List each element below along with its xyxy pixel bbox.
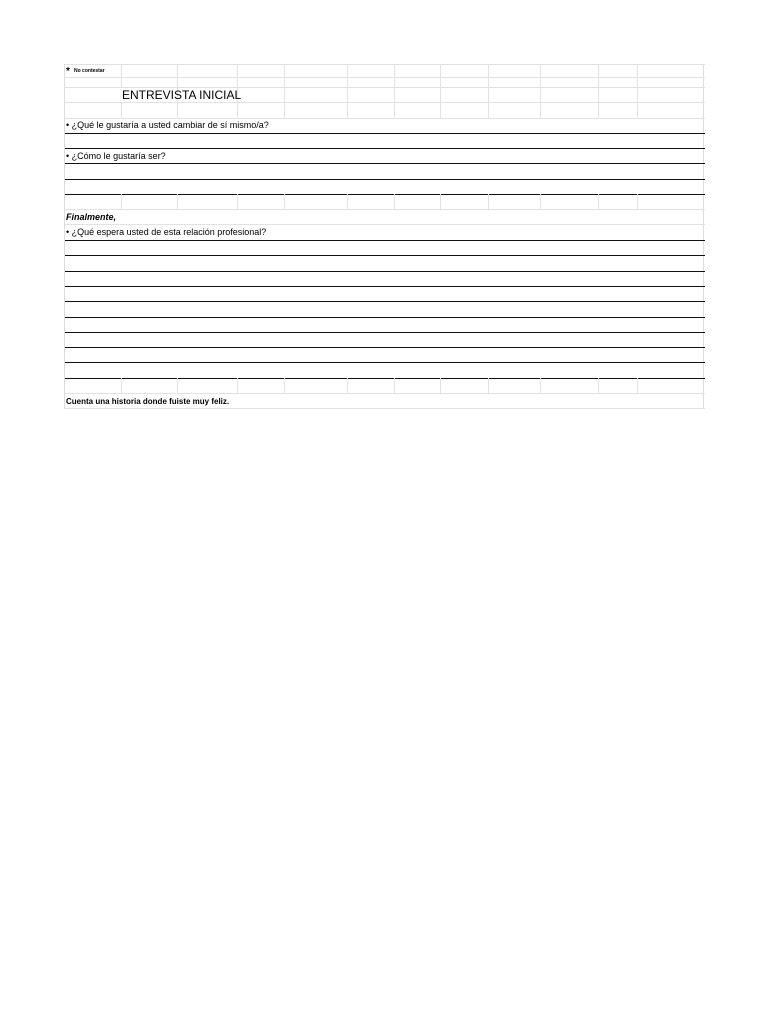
answer-line xyxy=(65,378,705,379)
answer-line xyxy=(65,133,705,134)
grid-row-line xyxy=(65,64,705,65)
grid-row-line xyxy=(65,118,705,119)
grid-column-line xyxy=(347,194,348,209)
question-change-self: • ¿Qué le gustaría a usted cambiar de sí mismo/a? xyxy=(66,120,269,130)
grid-row-line xyxy=(65,224,705,225)
grid-column-line xyxy=(637,194,638,209)
answer-line xyxy=(65,362,705,363)
answer-line xyxy=(65,163,705,164)
grid-column-line xyxy=(488,194,489,209)
grid-column-line xyxy=(121,194,122,209)
grid-column-line xyxy=(177,194,178,209)
grid-column-line xyxy=(440,194,441,209)
grid-row-line xyxy=(65,102,705,103)
grid-column-line xyxy=(237,194,238,209)
answer-line xyxy=(65,179,705,180)
grid-column-line xyxy=(284,378,285,393)
answer-line xyxy=(65,347,705,348)
grid-column-line xyxy=(540,64,541,118)
answer-line xyxy=(65,317,705,318)
grid-row-line xyxy=(65,393,705,394)
grid-column-line xyxy=(121,378,122,393)
answer-line xyxy=(65,301,705,302)
grid-column-line xyxy=(637,64,638,118)
question-expectations: • ¿Qué espera usted de esta relación profesional? xyxy=(66,227,267,237)
grid-column-line xyxy=(598,194,599,209)
grid-column-line xyxy=(637,378,638,393)
grid-column-line xyxy=(284,194,285,209)
finally-label: Finalmente, xyxy=(66,212,117,222)
closing-prompt: Cuenta una historia donde fuiste muy feliz. xyxy=(66,397,230,406)
answer-line xyxy=(65,240,705,241)
grid-column-line xyxy=(488,64,489,118)
answer-line xyxy=(65,194,705,195)
grid-column-line xyxy=(394,64,395,118)
grid-column-line xyxy=(347,378,348,393)
grid-column-line xyxy=(540,378,541,393)
grid-column-line xyxy=(394,194,395,209)
grid-column-line xyxy=(598,64,599,118)
answer-line xyxy=(65,286,705,287)
answer-line xyxy=(65,255,705,256)
answer-line xyxy=(65,332,705,333)
grid-column-line xyxy=(440,64,441,118)
grid-column-line xyxy=(440,378,441,393)
grid-column-line xyxy=(347,64,348,118)
answer-line xyxy=(65,148,705,149)
asterisk-mark: * xyxy=(66,66,70,77)
answer-line xyxy=(65,271,705,272)
grid-column-line xyxy=(284,64,285,118)
page-title: ENTREVISTA INICIAL xyxy=(122,88,242,102)
grid-column-line xyxy=(121,64,122,87)
grid-row-line xyxy=(65,77,705,78)
grid-column-line xyxy=(394,378,395,393)
grid-column-line xyxy=(540,194,541,209)
grid-row-line xyxy=(65,209,705,210)
grid-row-line xyxy=(65,408,705,409)
question-how-to-be: • ¿Cómo le gustaría ser? xyxy=(66,151,166,161)
no-answer-note: No contestar xyxy=(74,68,105,74)
grid-column-line xyxy=(598,378,599,393)
grid-column-line xyxy=(237,378,238,393)
interview-form-sheet xyxy=(64,64,704,409)
grid-column-line xyxy=(121,102,122,118)
grid-column-line xyxy=(177,378,178,393)
grid-column-line xyxy=(488,378,489,393)
